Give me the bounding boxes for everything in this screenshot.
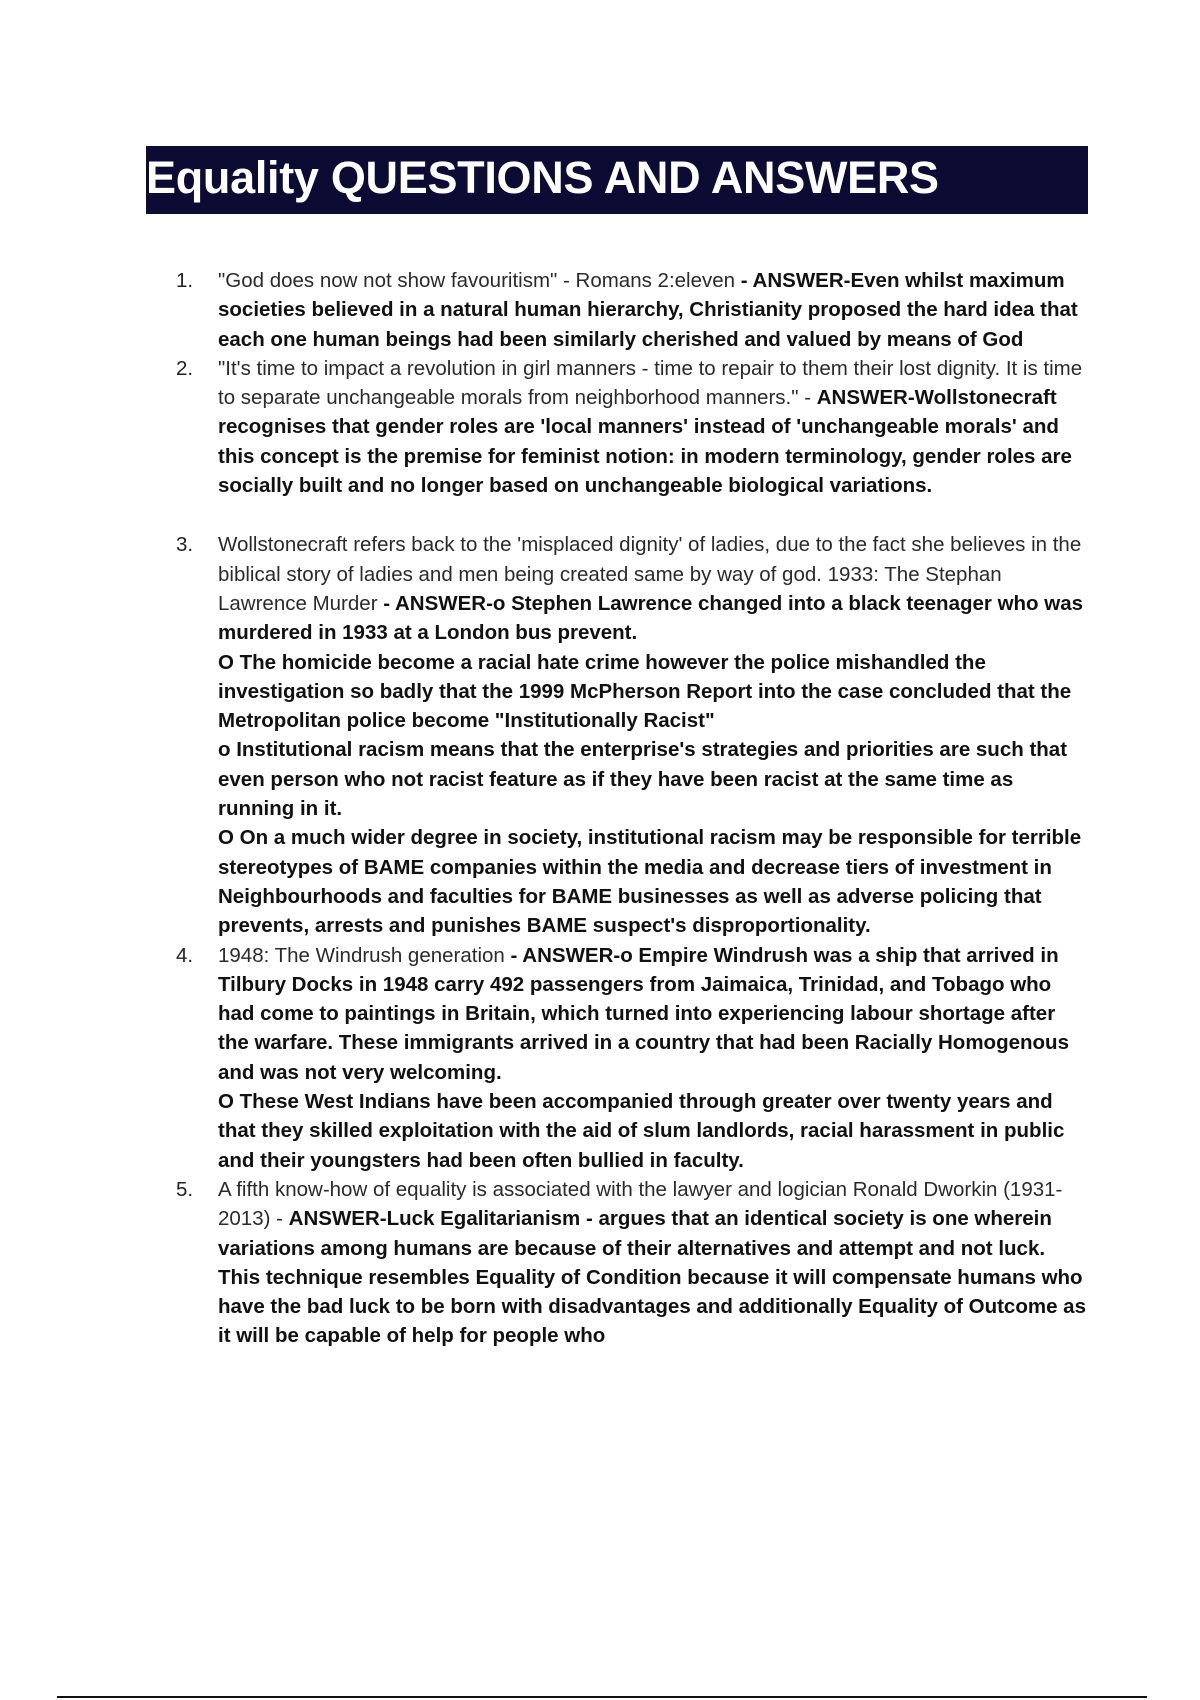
separator: - <box>504 943 523 967</box>
qa-item-4 <box>176 941 1090 1175</box>
question-text: 1948: The Windrush generation <box>218 943 505 967</box>
qa-item-5 <box>176 1175 1090 1351</box>
list-spacer <box>176 500 1090 530</box>
question-text: "God does now not show favouritism" - Romans 2:eleven <box>218 269 736 292</box>
question-text: A fifth know-how of equality is associated with the lawyer and logician Ronald Dworkin (1931-2013) <box>218 1177 1063 1231</box>
item-number: 5. <box>176 1177 194 1201</box>
answer-text: ANSWER-Even whilst maximum societies believed in a natural human hierarchy, Christianity proposed the hard idea that each one human beings had been similarly cherished and valued by means of God <box>218 269 1078 351</box>
separator: - <box>735 269 753 292</box>
answer-text: ANSWER-o Empire Windrush was a ship that arrived in Tilbury Docks in 1948 carry 492 passengers from Jaimaica, Trinidad, and Tobago who had come to paintings in Britain, which turned into experiencing labour shortage after the warfare. These immigrants arrived in a country that had been Racially Homogenous and was not very welcoming. <box>218 943 1069 1084</box>
question-text: "It's time to impact a revolution in girl manners - time to repair to them their lost dignity. It is time to separate unchangeable morals from neighborhood manners." <box>218 356 1083 410</box>
separator: - <box>377 591 395 615</box>
item-number: 3. <box>176 533 194 557</box>
qa-item-3 <box>176 530 1090 940</box>
qa-item-1 <box>176 266 1090 354</box>
qa-item-2 <box>176 354 1090 500</box>
qa-list <box>176 266 1090 1351</box>
separator: - <box>270 1207 289 1231</box>
answer-paragraph: o Institutional racism means that the enterprise's strategies and priorities are such that even person who not racist feature as if they have been racist at the same time as running in it. <box>218 738 1068 821</box>
answer-text: ANSWER-Luck Egalitarianism - argues that an identical society is one wherein variations among humans are because of their alternatives and attempt and not luck. This technique resembles Equality of Condition because it will compensate humans who have the bad luck to be born with disadvantages and additionally Equality of Outcome as it will be capable of help for people who <box>218 1207 1086 1348</box>
item-number: 2. <box>176 356 194 380</box>
answer-paragraph: O These West Indians have been accompanied through greater over twenty years and that they skilled exploitation with the aid of slum landlords, racial harassment in public and their youngsters had been often bullied in faculty. <box>218 1090 1065 1172</box>
question-text: Wollstonecraft refers back to the 'misplaced dignity' of ladies, due to the fact she believes in the biblical story of ladies and men being created same by way of god. 1933: The Stephan Lawrence Murder <box>218 533 1082 615</box>
title-banner <box>146 146 1088 214</box>
page-title: Equality QUESTIONS AND ANSWERS <box>146 152 939 203</box>
item-number: 1. <box>176 269 194 292</box>
answer-paragraph: O On a much wider degree in society, institutional racism may be responsible for terrible stereotypes of BAME companies within the media and decrease tiers of investment in Neighbourhoods and faculties for BAME businesses as well as adverse policing that prevents, arrests and punishes BAME suspect's disproportionality. <box>218 826 1082 938</box>
bottom-divider <box>57 1696 1147 1698</box>
answer-text: ANSWER-o Stephen Lawrence changed into a black teenager who was murdered in 1933 at a London bus prevent. <box>218 591 1084 645</box>
answer-text: ANSWER-Wollstonecraft recognises that gender roles are 'local manners' instead of 'unchangeable morals' and this concept is the premise for feminist notion: in modern terminology, gender roles are socially built and no longer based on unchangeable biological variations. <box>218 386 1072 498</box>
separator: - <box>798 386 817 410</box>
answer-paragraph: O The homicide become a racial hate crime however the police mishandled the investigation so badly that the 1999 McPherson Report into the case concluded that the Metropolitan police become "Institutionally Racist" <box>218 650 1072 733</box>
item-number: 4. <box>176 943 194 967</box>
